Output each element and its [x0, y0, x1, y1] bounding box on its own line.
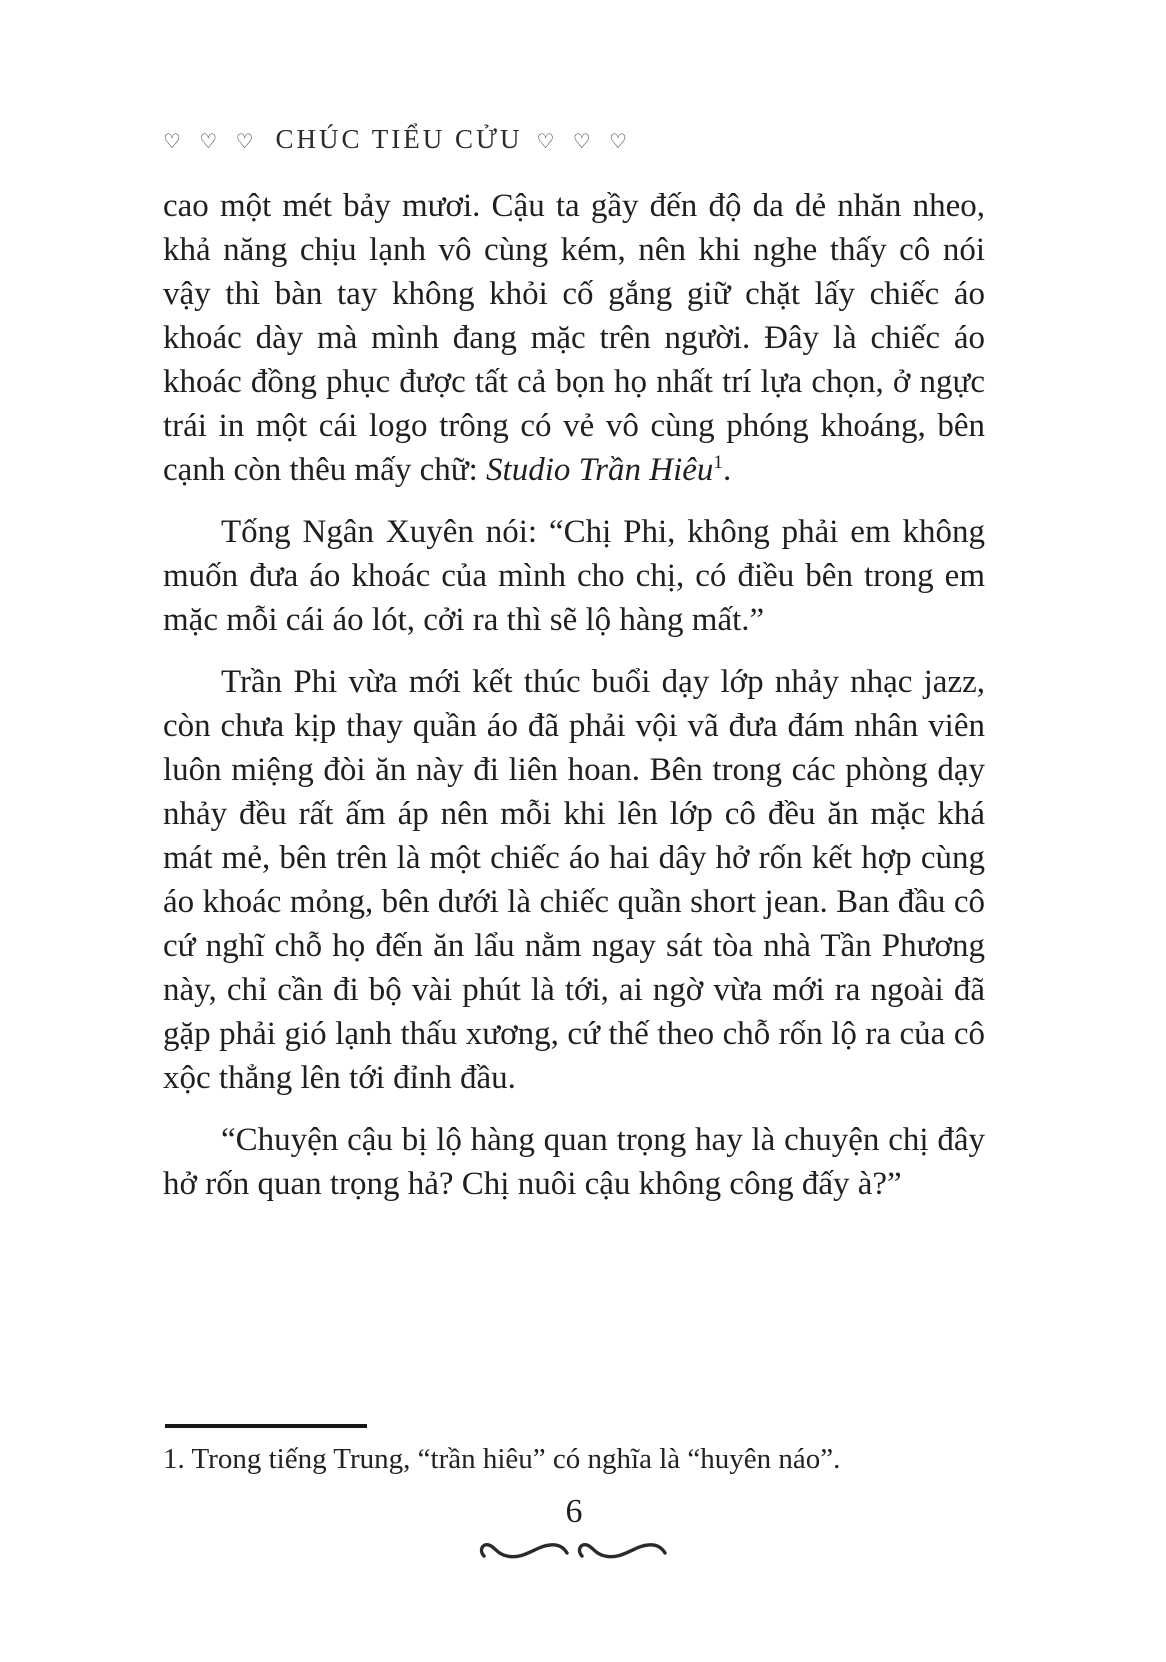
paragraph-1-text: cao một mét bảy mươi. Cậu ta gầy đến độ da dẻ nhăn nheo, khả năng chịu lạnh vô cùng kém, nên khi nghe thấy cô nói vậy thì bàn tay không khỏi cố gắng giữ chặt lấy chiếc áo khoác dày mà mình đang mặc trên người. Đây là chiếc áo khoác đồng phục được tất cả bọn họ nhất trí lựa chọn, ở ngực trái in một cái logo trông có vẻ vô cùng phóng khoáng, bên cạnh còn thêu mấy chữ: [163, 188, 985, 488]
paragraph-1-end: . [722, 452, 732, 488]
hearts-right-icon: ♡ ♡ ♡ [536, 128, 633, 153]
hearts-left-icon: ♡ ♡ ♡ [163, 128, 260, 153]
body-text [163, 184, 985, 1206]
paragraph-4: “Chuyện cậu bị lộ hàng quan trọng hay là chuyện chị đây hở rốn quan trọng hả? Chị nuôi cậu không công đấy à?” [163, 1122, 985, 1202]
footnote-divider [165, 1424, 367, 1428]
footnote-text: 1. Trong tiếng Trung, “trần hiêu” có nghĩa là “huyên náo”. [163, 1443, 841, 1475]
footnote-block [163, 1424, 985, 1478]
chapter-title: CHÚC TIỂU CỬU [275, 124, 523, 154]
footnote-reference: 1 [713, 452, 723, 473]
running-header [163, 124, 985, 155]
page-footer [163, 1492, 985, 1566]
paragraph-3: Trần Phi vừa mới kết thúc buổi dạy lớp nhảy nhạc jazz, còn chưa kịp thay quần áo đã phải vội vã đưa đám nhân viên luôn miệng đòi ăn này đi liên hoan. Bên trong các phòng dạy nhảy đều rất ấm áp nên mỗi khi lên lớp cô đều ăn mặc khá mát mẻ, bên trên là một chiếc áo hai dây hở rốn kết hợp cùng áo khoác mỏng, bên dưới là chiếc quần short jean. Ban đầu cô cứ nghĩ chỗ họ đến ăn lẩu nằm ngay sát tòa nhà Tần Phương này, chỉ cần đi bộ vài phút là tới, ai ngờ vừa mới ra ngoài đã gặp phải gió lạnh thấu xương, cứ thế theo chỗ rốn lộ ra của cô xộc thẳng lên tới đỉnh đầu. [163, 664, 985, 1096]
page-number: 6 [565, 1493, 583, 1530]
flourish-ornament-icon [476, 1536, 672, 1566]
brand-name-italic: Studio Trần Hiêu [486, 452, 714, 488]
paragraph-1 [163, 184, 985, 492]
paragraph-2: Tống Ngân Xuyên nói: “Chị Phi, không phải em không muốn đưa áo khoác của mình cho chị, có điều bên trong em mặc mỗi cái áo lót, cởi ra thì sẽ lộ hàng mất.” [163, 514, 985, 638]
